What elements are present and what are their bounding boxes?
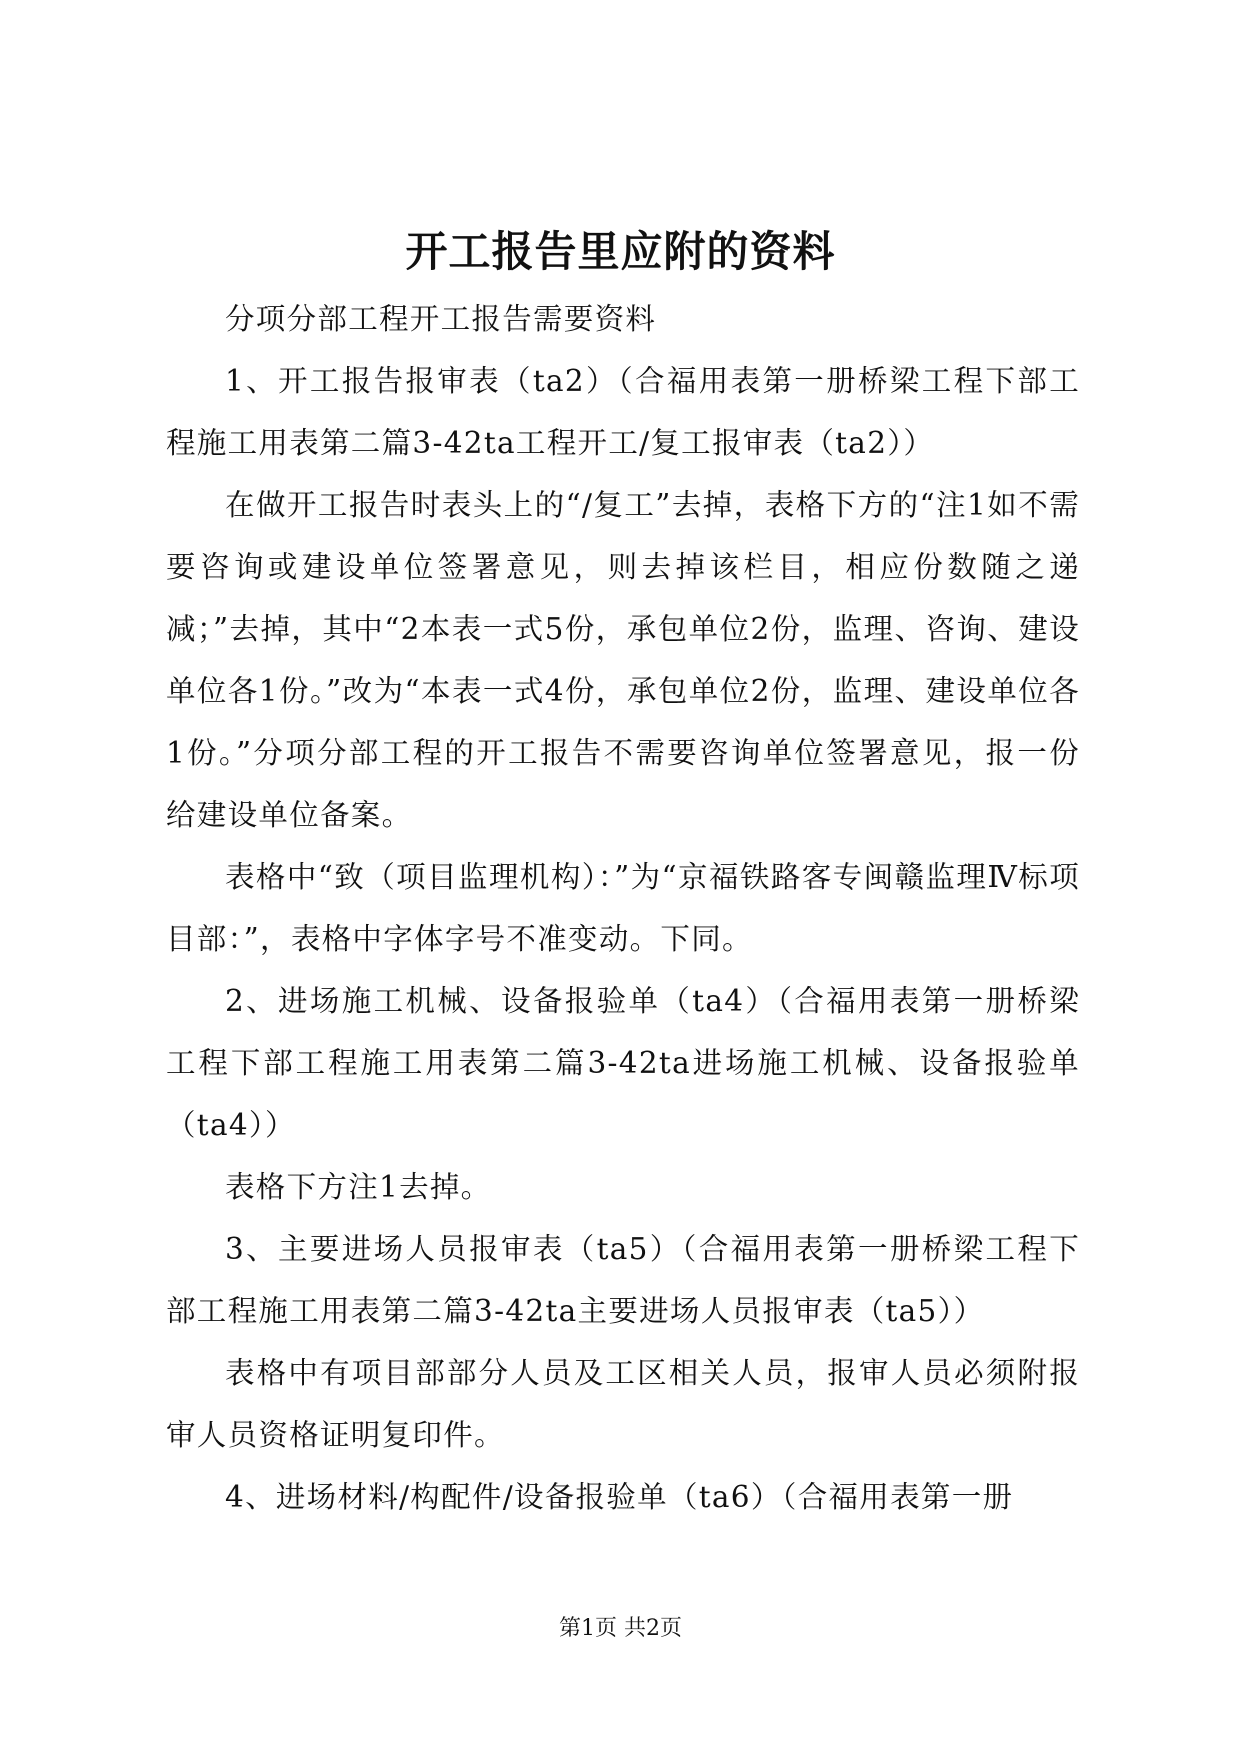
paragraph-item-4: 4、进场材料/构配件/设备报验单（ta6）（合福用表第一册 bbox=[225, 1480, 1014, 1514]
paragraph-item-1: 1、开工报告报审表（ta2）（合福用表第一册桥梁工程下部工程施工用表第二篇3-42ta工程开工/复工报审表（ta2）） bbox=[166, 364, 1080, 460]
paragraph-item-3: 3、主要进场人员报审表（ta5）（合福用表第一册桥梁工程下部工程施工用表第二篇3-42ta主要进场人员报审表（ta5）） bbox=[166, 1232, 1080, 1328]
page-number-footer: 第1页 共2页 bbox=[559, 1616, 682, 1641]
document-body bbox=[166, 288, 1080, 1528]
document-title: 开工报告里应附的资料 bbox=[405, 227, 836, 276]
paragraph-item-2-note: 表格下方注1去掉。 bbox=[225, 1170, 492, 1204]
paragraph-subtitle: 分项分部工程开工报告需要资料 bbox=[225, 302, 657, 336]
paragraph-item-2: 2、进场施工机械、设备报验单（ta4）（合福用表第一册桥梁工程下部工程施工用表第二篇3-42ta进场施工机械、设备报验单（ta4）） bbox=[166, 984, 1080, 1142]
paragraph-item-1-note: 在做开工报告时表头上的“/复工”去掉，表格下方的“注1如不需要咨询或建设单位签署意见，则去掉该栏目，相应份数随之递减；”去掉，其中“2本表一式5份，承包单位2份，监理、咨询、建设单位各1份。”改为“本表一式4份，承包单位2份，监理、建设单位各1份。”分项分部工程的开工报告不需要咨询单位签署意见，报一份给建设单位备案。 bbox=[166, 488, 1080, 832]
paragraph-item-3-note: 表格中有项目部部分人员及工区相关人员，报审人员必须附报审人员资格证明复印件。 bbox=[166, 1356, 1080, 1452]
paragraph-table-note: 表格中“致（项目监理机构）：”为“京福铁路客专闽赣监理Ⅳ标项目部：”，表格中字体字号不准变动。下同。 bbox=[166, 860, 1080, 956]
